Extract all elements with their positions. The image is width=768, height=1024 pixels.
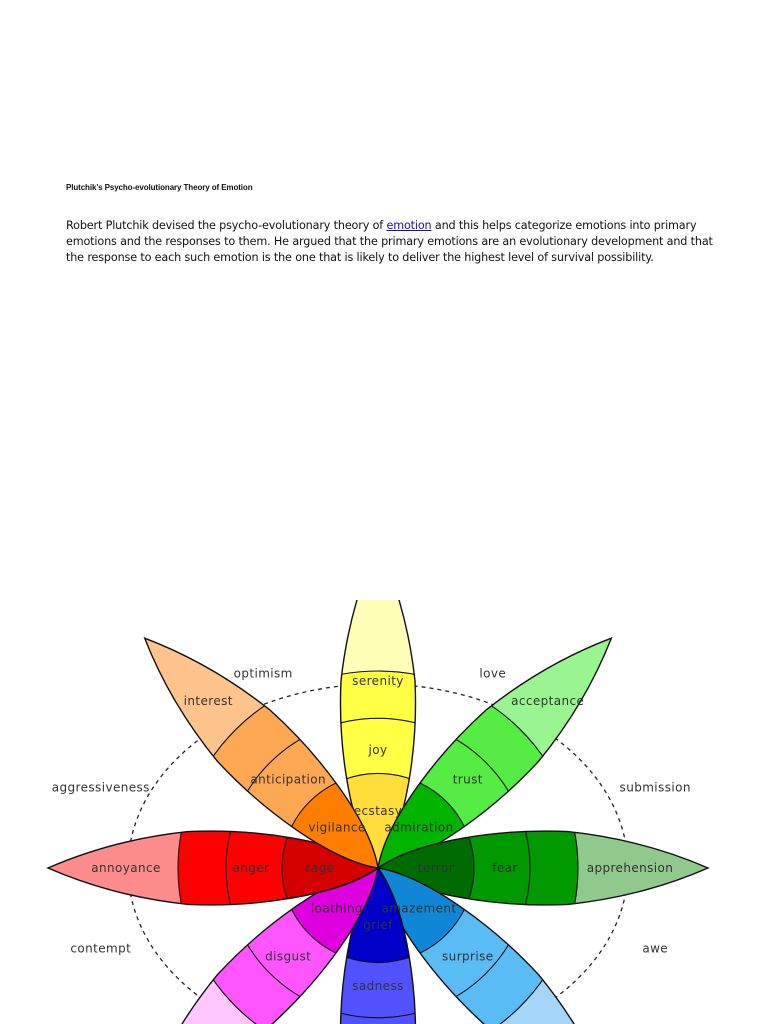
document-paragraph	[66, 218, 716, 266]
emotion-label-acceptance: acceptance	[511, 693, 585, 708]
dyad-label-aggressiveness: aggressiveness	[51, 780, 150, 795]
emotion-label-grief: grief	[363, 918, 393, 933]
dyad-label-love: love	[479, 666, 507, 681]
emotion-label-disgust: disgust	[265, 949, 312, 964]
plutchik-wheel-diagram	[0, 600, 768, 1024]
emotion-label-fear: fear	[492, 861, 518, 875]
emotion-label-ecstasy: ecstasy	[353, 803, 403, 818]
emotion-label-interest: interest	[183, 693, 233, 708]
emotion-label-serenity: serenity	[352, 673, 404, 688]
document-heading: Plutchik’s Psycho-evolutionary Theory of Emotion	[66, 183, 253, 192]
paragraph-text-end: and this helps categorize emotions into primary emotions and the responses to them. He argued that the primary emotions are an evolutionary development and that the response to each such emotion is the one that is likely to deliver the highest level of survival possibility.	[66, 219, 713, 265]
emotion-label-anticipation: anticipation	[250, 772, 327, 787]
emotion-label-sadness: sadness	[352, 979, 404, 994]
dyad-label-contempt: contempt	[70, 941, 132, 956]
dyad-label-optimism: optimism	[233, 666, 293, 681]
emotion-label-amazement: amazement	[381, 901, 457, 916]
emotion-label-vigilance: vigilance	[308, 820, 366, 835]
emotion-label-joy: joy	[368, 742, 388, 757]
emotion-label-apprehension: apprehension	[586, 861, 674, 875]
emotion-label-terror: terror	[417, 861, 455, 875]
emotion-label-admiration: admiration	[384, 820, 454, 835]
emotion-label-annoyance: annoyance	[91, 861, 161, 875]
emotion-label-loathing: loathing	[310, 901, 364, 916]
paragraph-text-start: Robert Plutchik devised the psycho-evolutionary theory of	[66, 219, 387, 233]
emotion-label-trust: trust	[452, 772, 483, 787]
dyad-label-submission: submission	[619, 780, 691, 795]
emotion-label-anger: anger	[232, 861, 270, 875]
dyad-label-awe: awe	[642, 941, 669, 956]
emotion-link[interactable]: emotion	[386, 219, 432, 233]
emotion-label-rage: rage	[305, 861, 335, 875]
emotion-label-surprise: surprise	[442, 949, 494, 964]
